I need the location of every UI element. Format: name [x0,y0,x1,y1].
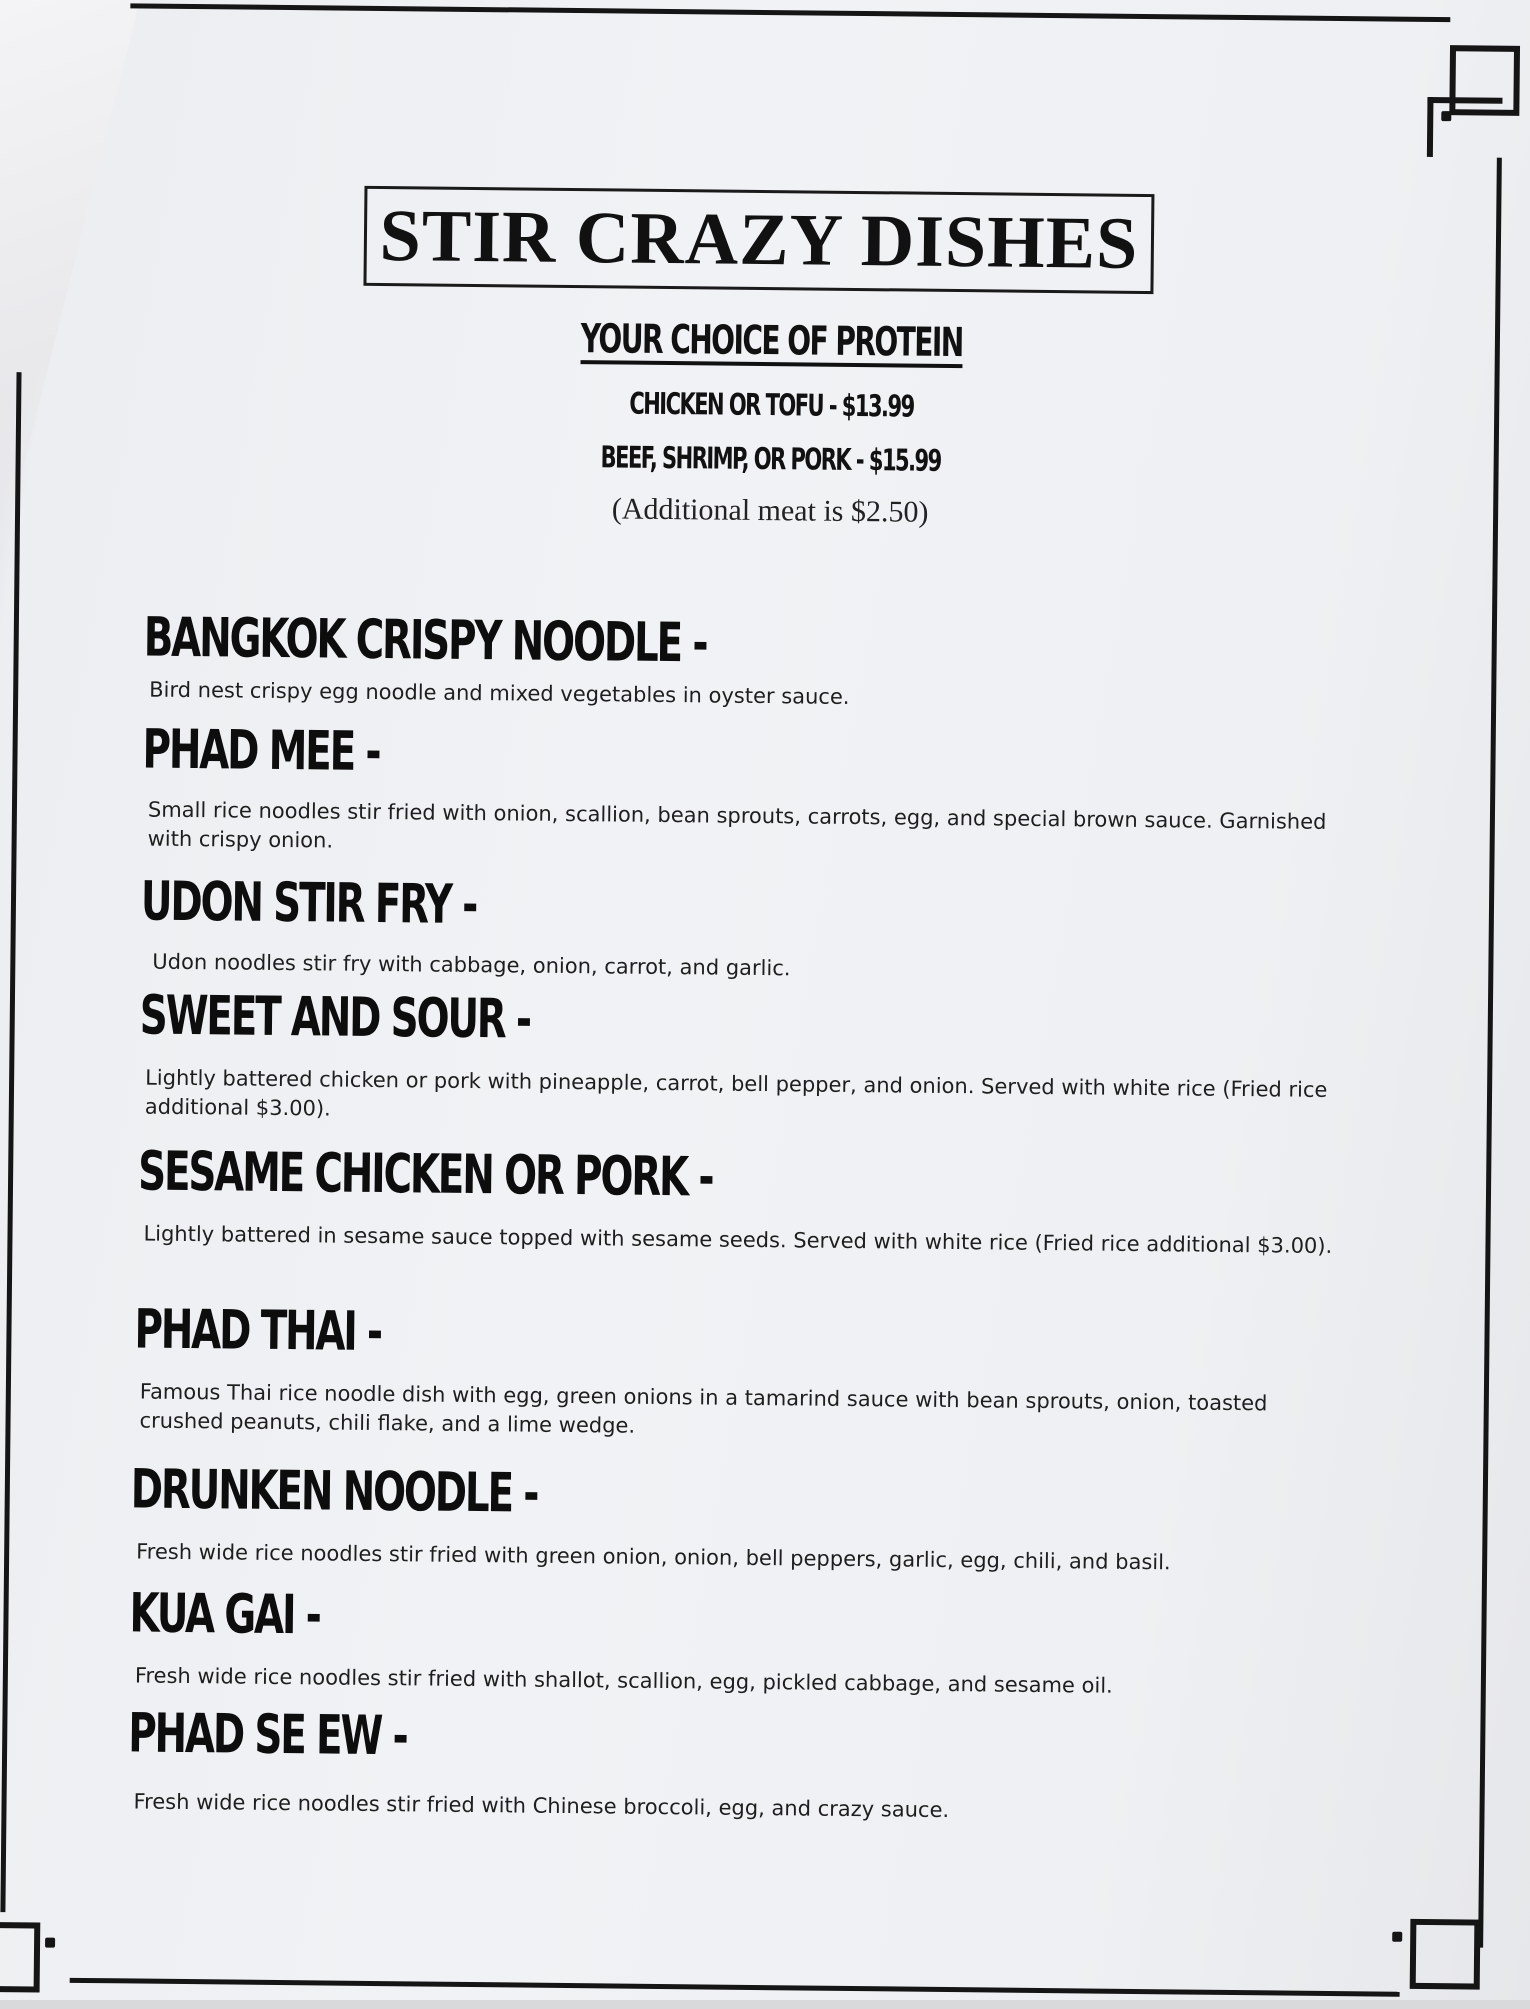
dish-description: Udon noodles stir fry with cabbage, onion, carrot, and garlic. [152,949,791,981]
dish-name: KUA GAI - [129,1581,321,1647]
border-bottom [70,1978,1400,1997]
dish-name: PHAD MEE - [142,717,380,783]
corner-dot-bottom-right [1392,1932,1402,1942]
additional-meat-note: (Additional meat is $2.50) [611,492,929,529]
dish-name: PHAD THAI - [134,1297,382,1364]
dish-description: Fresh wide rice noodles stir fried with shallot, scallion, egg, pickled cabbage, and sesame oil. [134,1663,1113,1698]
menu-title: STIR CRAZY DISHES [379,194,1139,285]
dish-bangkok-crispy-noodle [143,605,1530,709]
dish-name: DRUNKEN NOODLE - [130,1457,538,1525]
dish-description: Bird nest crispy egg noodle and mixed vegetables in oyster sauce. [149,677,850,709]
dish-name: SESAME CHICKEN OR PORK - [137,1139,713,1209]
corner-fret-top-right-inner [1427,97,1503,158]
dish-sesame-chicken-or-pork [137,1139,1530,1259]
dish-description: Famous Thai rice noodle dish with egg, green onions in a tamarind sauce with bean sprouts, onion, toasted crushed peanuts, chili flake, and a lime wedge. [139,1379,1268,1438]
price-chicken-tofu: CHICKEN OR TOFU - $13.99 [628,386,914,425]
dish-drunken-noodle [130,1457,1530,1575]
corner-dot-top-right [1441,111,1451,121]
protein-heading-row [7,310,1530,372]
border-left [0,372,21,1912]
price-row-chicken-tofu [6,380,1530,431]
price-beef-shrimp-pork: BEEF, SHRIMP, OR PORK - $15.99 [600,440,941,479]
title-box [363,186,1154,294]
corner-fret-bottom-right [1410,1919,1481,1990]
dish-udon-stir-fry [140,869,1530,981]
dish-phad-mee [142,717,1530,853]
dish-name: SWEET AND SOUR - [139,983,531,1051]
dish-name: PHAD SE EW - [127,1701,407,1768]
protein-heading: YOUR CHOICE OF PROTEIN [580,316,964,367]
dish-description: Lightly battered in sesame sauce topped with sesame seeds. Served with white rice (Fried rice additional $3.00). [143,1221,1333,1259]
price-row-beef-shrimp-pork [6,434,1530,485]
corner-fret-bottom-left [0,1922,40,1993]
dish-description: Small rice noodles stir fried with onion, scallion, bean sprouts, carrots, egg, and special brown sauce. Garnished with crispy onion. [147,797,1327,853]
dish-kua-gai [129,1581,1530,1698]
border-top [130,3,1450,22]
dish-name: BANGKOK CRISPY NOODLE - [143,605,707,675]
dish-description: Lightly battered chicken or pork with pineapple, carrot, bell pepper, and onion. Served with white rice (Fried rice additional $3.00). [144,1065,1328,1121]
dish-description: Fresh wide rice noodles stir fried with Chinese broccoli, egg, and crazy sauce. [133,1789,950,1823]
corner-dot-bottom-left [45,1938,55,1948]
dish-phad-thai [134,1297,1530,1438]
dish-phad-se-ew [127,1701,1530,1823]
dish-description: Fresh wide rice noodles stir fried with green onion, onion, bell peppers, garlic, egg, chili, and basil. [136,1539,1171,1575]
dish-name: UDON STIR FRY - [140,869,477,937]
